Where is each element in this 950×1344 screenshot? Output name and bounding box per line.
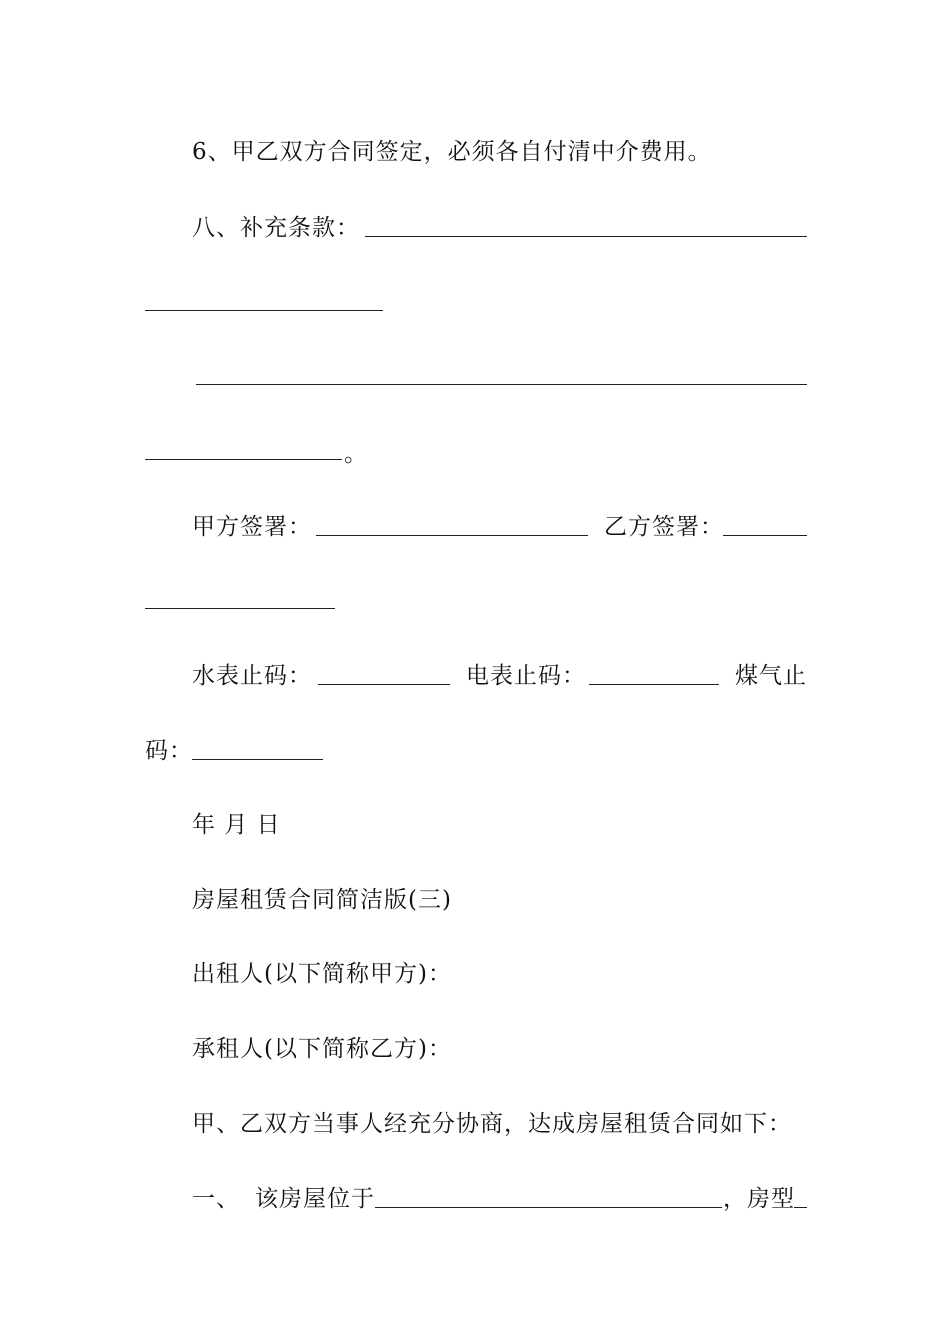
- party-a-signature-blank[interactable]: [316, 535, 588, 536]
- water-meter-blank[interactable]: [318, 684, 450, 685]
- gas-meter-label-part1: 煤气止: [735, 663, 807, 689]
- contract-title: 房屋租赁合同简洁版(三): [192, 887, 452, 913]
- lessor-line: 出租人(以下简称甲方)：: [192, 961, 452, 987]
- room-type-blank[interactable]: [794, 1207, 807, 1208]
- electric-meter-label: 电表止码：: [466, 663, 586, 689]
- party-b-signature-blank-2[interactable]: [145, 608, 335, 609]
- water-meter-label: 水表止码：: [192, 663, 312, 689]
- party-b-signature-label: 乙方签署：: [604, 514, 724, 540]
- property-location-label: 该房屋位于: [255, 1186, 375, 1212]
- supplementary-end-period: 。: [344, 441, 368, 467]
- lessee-line: 承租人(以下简称乙方)：: [192, 1036, 452, 1062]
- supplementary-blank-4[interactable]: [145, 459, 342, 460]
- supplementary-blank-1[interactable]: [365, 236, 807, 237]
- electric-meter-blank[interactable]: [589, 684, 719, 685]
- date-line: 年 月 日: [192, 812, 281, 838]
- gas-meter-label-part2: 码：: [145, 738, 193, 764]
- clause-6-line: 6、甲乙双方合同签定，必须各自付清中介费用。: [192, 139, 712, 165]
- room-type-label: ，房型: [723, 1186, 795, 1212]
- clause-1-number: 一、: [192, 1186, 240, 1212]
- agreement-intro-line: 甲、乙双方当事人经充分协商，达成房屋租赁合同如下：: [192, 1111, 792, 1137]
- gas-meter-blank[interactable]: [192, 759, 323, 760]
- party-b-signature-blank-1[interactable]: [723, 535, 807, 536]
- property-location-blank[interactable]: [375, 1207, 722, 1208]
- supplementary-terms-label: 八、补充条款：: [192, 215, 360, 241]
- party-a-signature-label: 甲方签署：: [192, 514, 312, 540]
- supplementary-blank-3[interactable]: [196, 384, 807, 385]
- supplementary-blank-2[interactable]: [145, 310, 383, 311]
